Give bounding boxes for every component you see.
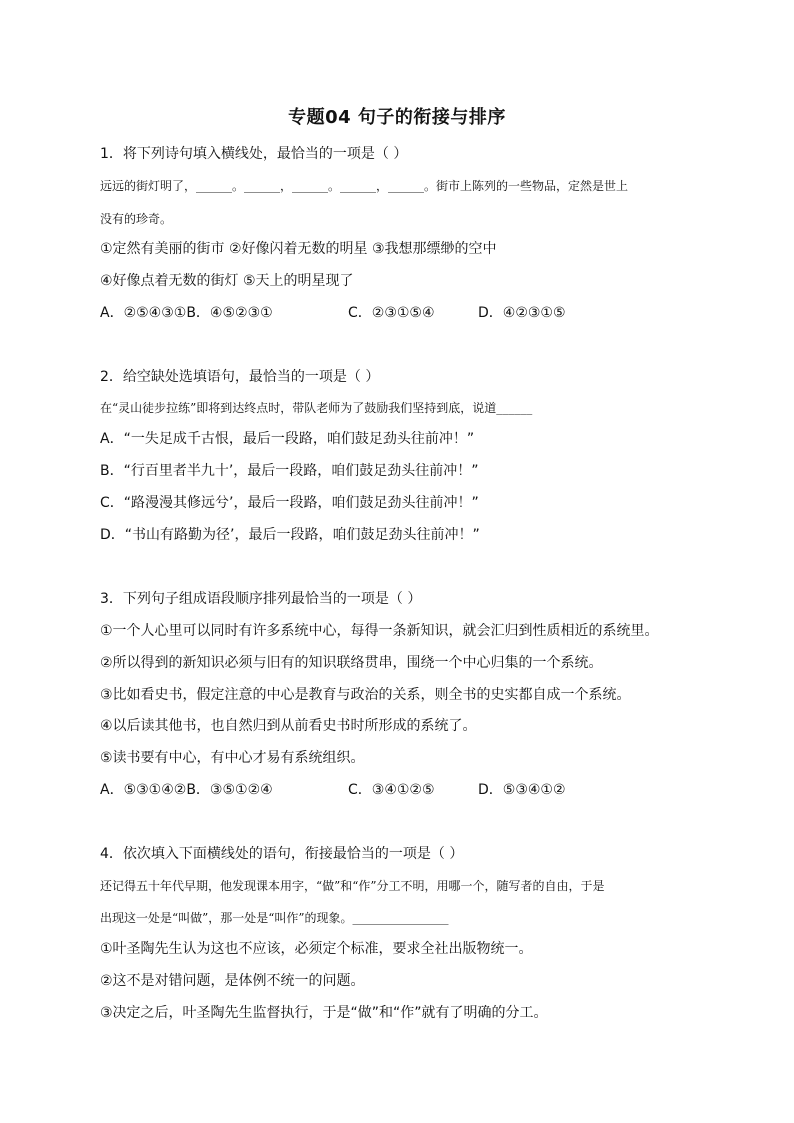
q1-passage-line-2: 没有的珍奇。 [100, 212, 173, 226]
q3-item-2: ②所以得到的新知识必须与旧有的知识联络贯串，围绕一个中心归集的一个系统。 [100, 655, 603, 671]
q2-option-a: A．“一失足成千古恨，最后一段路，咱们鼓足劲头往前冲！” [100, 431, 475, 447]
q3-stem: 3．下列句子组成语段顺序排列最恰当的一项是（ ） [100, 591, 422, 607]
q3-item-5: ⑤读书要有中心，有中心才易有系统组织。 [100, 750, 365, 766]
q1-items-row-1: ①定然有美丽的街市 ②好像闪着无数的明星 ③我想那缥缈的空中 [100, 241, 497, 257]
q3-item-1: ①一个人心里可以同时有许多系统中心，每得一条新知识，就会汇归到性质相近的系统里。 [100, 623, 659, 639]
q1-option-c: C．②③①⑤④ [348, 305, 435, 321]
q2-stem: 2．给空缺处选填语句，最恰当的一项是（ ） [100, 369, 380, 385]
q2-passage: 在“灵山徒步拉练”即将到达终点时，带队老师为了鼓励我们坚持到底，说道______ [100, 401, 533, 415]
q2-option-d: D．“书山有路勤为径’，最后一段路，咱们鼓足劲头往前冲！” [100, 527, 480, 543]
q4-stem: 4．依次填入下面横线处的语句，衔接最恰当的一项是（ ） [100, 846, 464, 862]
q3-option-d: D．⑤③④①② [478, 782, 566, 798]
q2-option-b: B．“行百里者半九十’，最后一段路，咱们鼓足劲头往前冲！” [100, 463, 479, 479]
q1-items-row-2: ④好像点着无数的街灯 ⑤天上的明星现了 [100, 273, 354, 289]
q4-passage-line-1: 还记得五十年代早期，他发现课本用字，“做”和“作”分工不明，用哪一个，随写者的自由，于是 [100, 879, 605, 893]
q1-options [100, 303, 566, 323]
q4-item-3: ③决定之后，叶圣陶先生监督执行，于是“做”和“作”就有了明确的分工。 [100, 1005, 548, 1021]
q2-option-c: C．“路漫漫其修远兮’，最后一段路，咱们鼓足劲头往前冲！” [100, 495, 479, 511]
q1-stem: 1．将下列诗句填入横线处，最恰当的一项是（ ） [100, 146, 408, 162]
q3-options [100, 780, 566, 800]
q4-item-1: ①叶圣陶先生认为这也不应该，必须定个标准，要求全社出版物统一。 [100, 941, 533, 957]
q1-option-ab: A．②⑤④③①B．④⑤②③① [100, 305, 273, 321]
q4-item-2: ②这不是对错问题，是体例不统一的问题。 [100, 973, 365, 989]
q3-item-3: ③比如看史书，假定注意的中心是教育与政治的关系，则全书的史实都自成一个系统。 [100, 687, 631, 703]
q3-option-c: C．③④①②⑤ [348, 782, 435, 798]
q1-option-d: D．④②③①⑤ [478, 305, 566, 321]
q3-item-4: ④以后读其他书，也自然归到从前看史书时所形成的系统了。 [100, 718, 477, 734]
q1-passage-line-1: 远远的街灯明了，______。______，______。______，______。街市上陈列的一些物品，定然是世上 [100, 179, 629, 193]
page-title: 专题04 句子的衔接与排序 [288, 107, 506, 128]
q3-option-ab: A．⑤③①④②B．③⑤①②④ [100, 782, 273, 798]
q4-passage-line-2: 出现这一处是“叫做”，那一处是“叫作”的现象。________________ [100, 911, 449, 925]
